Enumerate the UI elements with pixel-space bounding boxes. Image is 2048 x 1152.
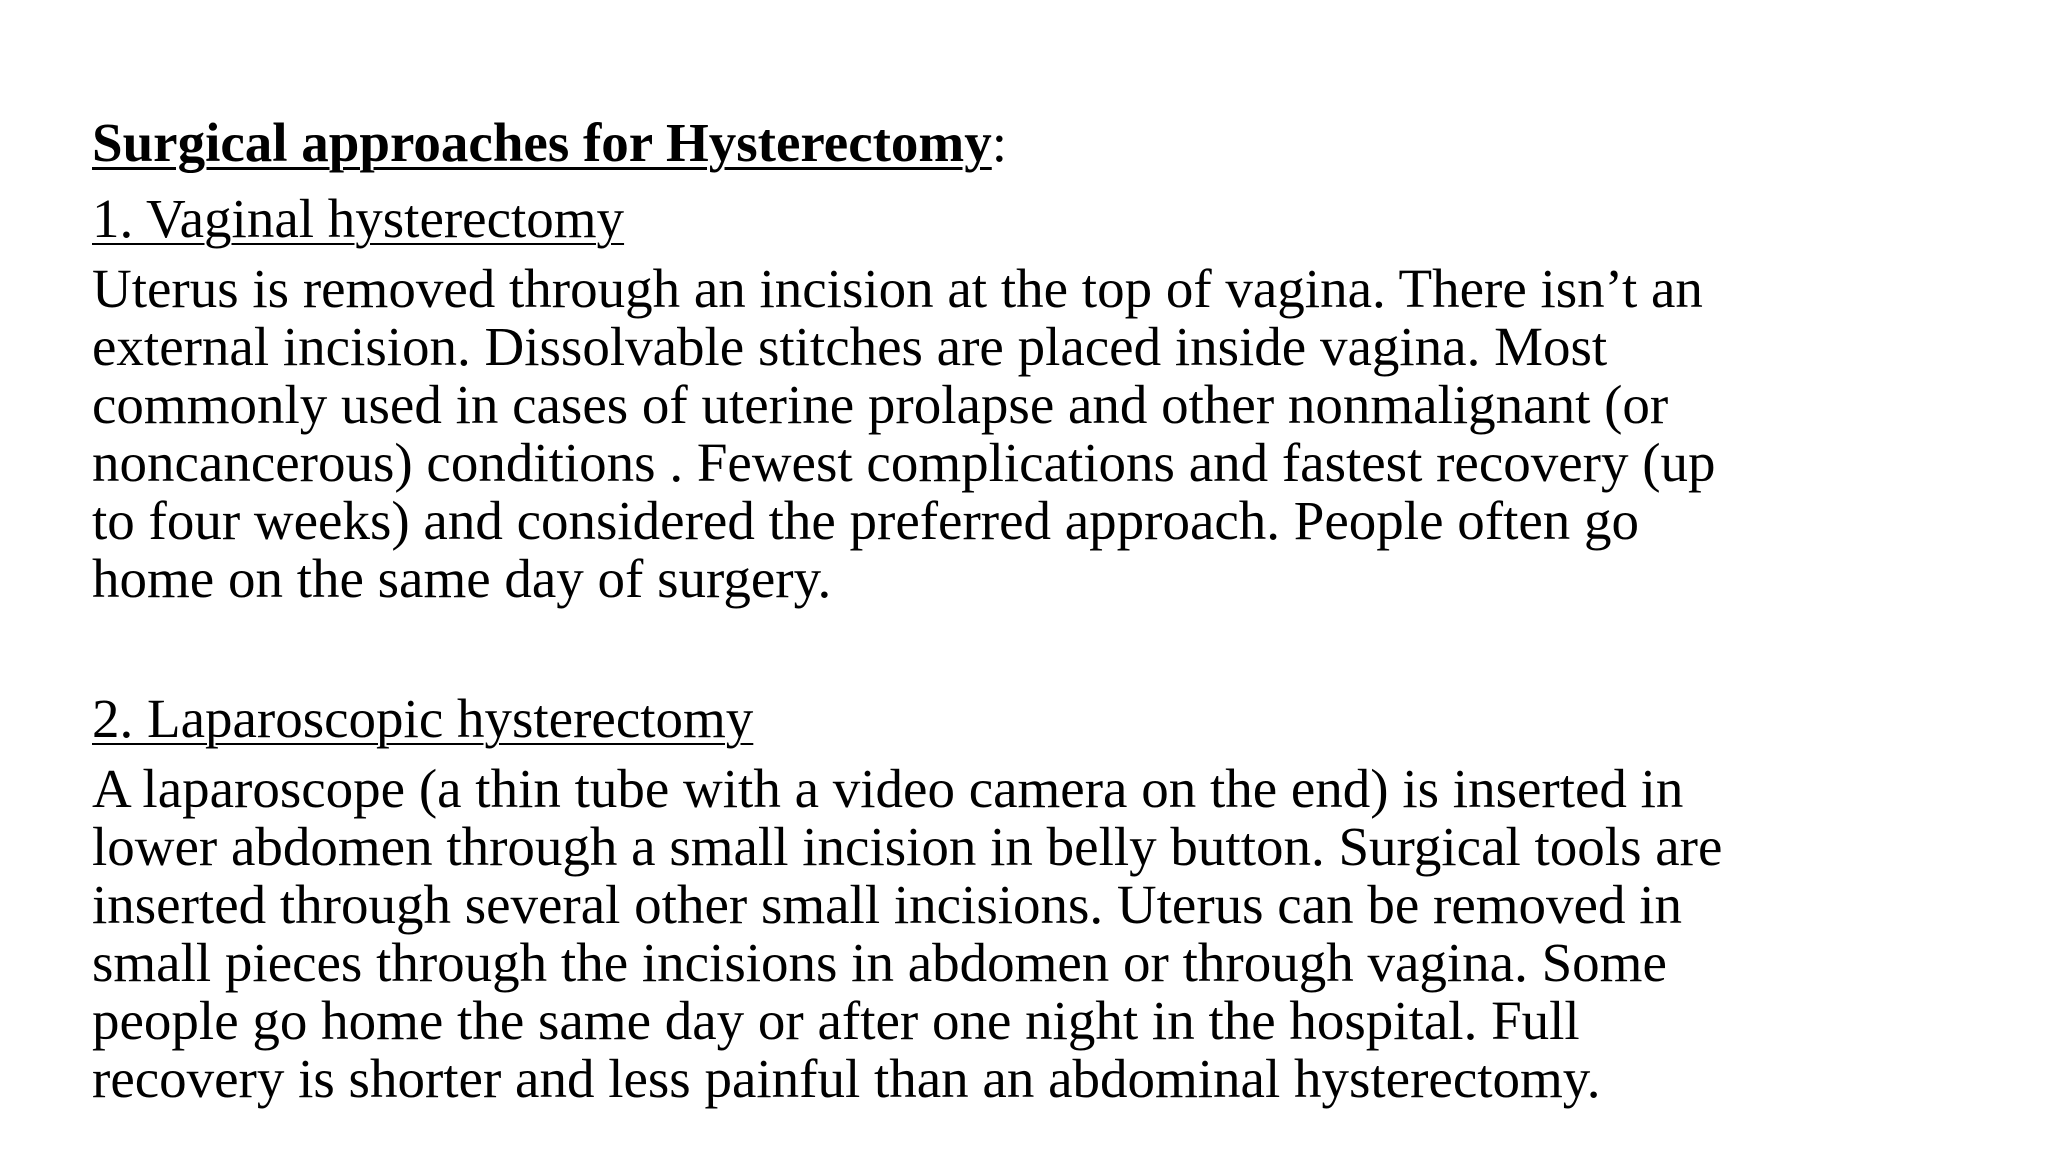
title-main-text: Surgical approaches for Hysterectomy bbox=[92, 112, 992, 173]
body-line: people go home the same day or after one night in the hospital. Full bbox=[92, 990, 1580, 1051]
title-suffix: : bbox=[991, 112, 1008, 173]
body-line: noncancerous) conditions . Fewest complications and fastest recovery (up bbox=[92, 432, 1716, 493]
body-line: to four weeks) and considered the preferred approach. People often go bbox=[92, 490, 1640, 551]
section-body-vaginal bbox=[92, 260, 1992, 608]
body-line: external incision. Dissolvable stitches are placed inside vagina. Most bbox=[92, 316, 1608, 377]
body-line: A laparoscope (a thin tube with a video camera on the end) is inserted in bbox=[92, 758, 1684, 819]
section-vaginal bbox=[92, 184, 1992, 608]
section-spacer bbox=[92, 608, 1992, 678]
section-laparoscopic bbox=[92, 684, 1992, 1108]
body-line: Uterus is removed through an incision at the top of vagina. There isn’t an bbox=[92, 258, 1703, 319]
body-line: home on the same day of surgery. bbox=[92, 548, 832, 609]
section-heading-laparoscopic: 2. Laparoscopic hysterectomy bbox=[92, 688, 754, 749]
body-line: recovery is shorter and less painful than an abdominal hysterectomy. bbox=[92, 1048, 1601, 1109]
body-line: commonly used in cases of uterine prolapse and other nonmalignant (or bbox=[92, 374, 1669, 435]
body-line: small pieces through the incisions in abdomen or through vagina. Some bbox=[92, 932, 1667, 993]
section-heading-vaginal: 1. Vaginal hysterectomy bbox=[92, 188, 625, 249]
body-line: lower abdomen through a small incision in belly button. Surgical tools are bbox=[92, 816, 1723, 877]
slide-title bbox=[92, 108, 1992, 178]
body-line: inserted through several other small incisions. Uterus can be removed in bbox=[92, 874, 1682, 935]
slide-content bbox=[92, 108, 1992, 1108]
section-body-laparoscopic bbox=[92, 760, 1992, 1108]
